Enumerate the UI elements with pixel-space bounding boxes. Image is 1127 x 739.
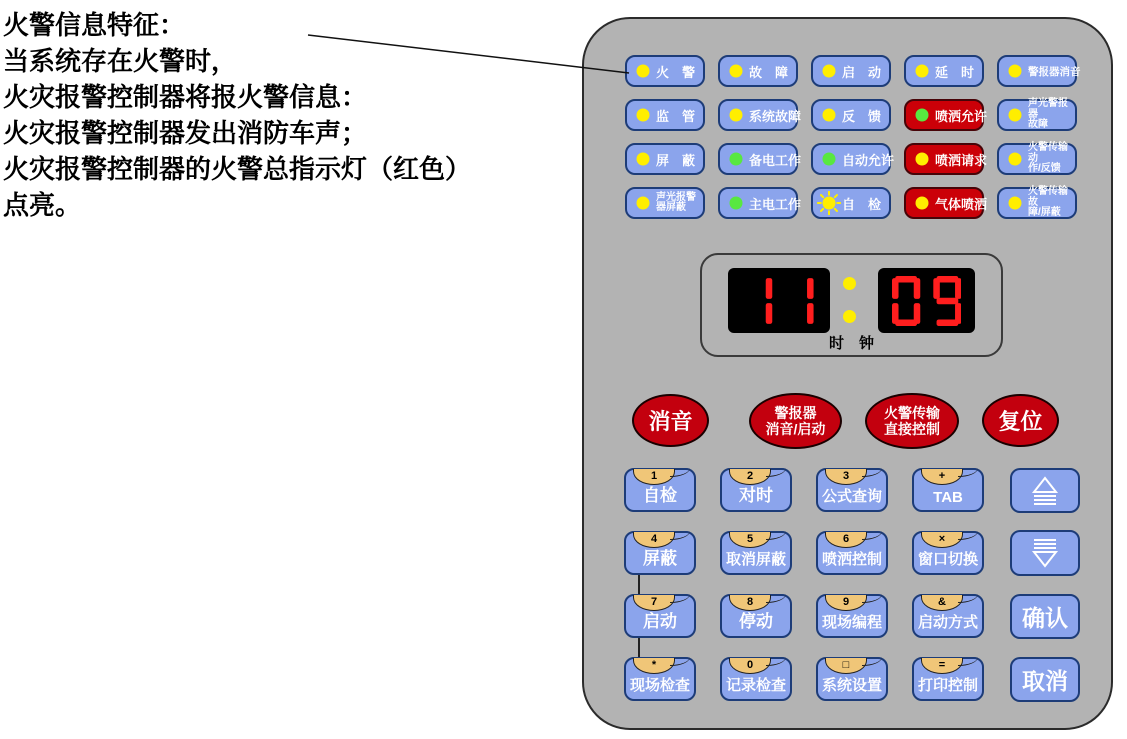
indicator-label: 火警传输动 作/反馈 [1028,142,1068,175]
indicator-label: 自动允许 [842,152,895,168]
cancel-button[interactable]: 取消 [1010,657,1080,702]
page-up-icon [1030,476,1060,506]
keypad-key[interactable] [720,657,792,701]
indicator-lamp [625,55,705,87]
lamp-dot-icon [724,59,748,83]
lamp-dot-icon [910,147,934,171]
indicator-label: 备电工作 [749,152,802,168]
clock-minutes-display [878,268,975,333]
key-number-tab [825,595,867,611]
key-number-tab [825,658,867,674]
lamp-dot-icon [631,147,655,171]
indicator-label: 火 警 [656,64,696,80]
indicator-lamp [904,99,988,131]
indicator-lamp [904,187,988,219]
key-function-label: 记录检查 [725,677,786,694]
key-number-label: 5 [746,533,754,545]
indicator-label: 火警传输故 障/屏蔽 [1028,186,1068,219]
key-function-label: 公式查询 [821,488,882,505]
indicator-lamp [625,143,705,175]
key-number-label: 6 [842,533,850,545]
lamp-dot-icon [631,59,655,83]
indicator-label: 警报器消音 [1028,65,1081,78]
keypad-key[interactable] [816,468,888,512]
lamp-dot-icon [631,191,655,215]
key-function-label: 启动 [643,612,677,631]
keypad-key[interactable] [720,531,792,575]
oval-control-button[interactable]: 火警传输 直接控制 [865,393,959,449]
indicator-label: 气体喷洒 [935,196,988,212]
indicator-grid [625,55,1081,219]
key-number-tab [825,532,867,548]
indicator-label: 主电工作 [749,196,802,212]
key-number-label: 2 [746,470,754,482]
lamp-dot-icon [724,103,748,127]
indicator-label: 自 检 [842,196,882,212]
indicator-label: 故 障 [749,64,789,80]
key-function-label: TAB [933,489,963,506]
key-number-label: + [938,470,946,482]
confirm-button[interactable]: 确认 [1010,594,1080,639]
key-function-label: 取消屏蔽 [725,551,786,568]
key-function-label: 现场编程 [821,614,882,631]
indicator-lamp [997,55,1081,87]
key-number-tab [921,532,963,548]
lamp-dot-icon [817,191,841,215]
keypad-key[interactable] [816,657,888,701]
annotation-line: 火灾报警控制器将报火警信息： [3,83,368,112]
lamp-dot-icon [910,191,934,215]
clock-display [700,253,1003,357]
indicator-lamp [997,187,1077,219]
lamp-dot-icon [1003,191,1027,215]
indicator-label: 声光报警 器屏蔽 [656,191,696,213]
key-function-label: 启动方式 [917,614,978,631]
key-function-label: 现场检查 [629,677,690,694]
key-number-label: 1 [650,470,658,482]
key-number-label: = [938,659,946,671]
clock-label: 时 钟 [828,335,874,352]
key-function-label: 系统设置 [821,677,882,694]
indicator-lamp [811,187,891,219]
scroll-up-button[interactable] [1010,468,1080,513]
key-number-label: & [938,596,946,608]
annotation-line: 当系统存在火警时， [3,47,238,76]
lamp-dot-icon [817,147,841,171]
key-function-label: 屏蔽 [643,549,677,568]
key-number-tab [921,595,963,611]
keypad-key[interactable] [624,468,696,512]
annotation-line: 火灾报警控制器发出消防车声； [3,119,368,148]
lamp-dot-icon [910,103,934,127]
key-number-tab [729,532,771,548]
indicator-lamp [811,55,891,87]
keypad-key[interactable] [624,594,696,638]
indicator-label: 启 动 [842,64,882,80]
keypad-key[interactable] [720,594,792,638]
indicator-label: 喷洒允许 [935,108,988,124]
scroll-down-button[interactable] [1010,530,1080,576]
page-down-icon [1030,538,1060,568]
indicator-lamp [625,187,705,219]
key-number-label: 0 [746,659,754,671]
oval-control-button[interactable]: 消音 [632,394,709,447]
key-function-label: 自检 [643,486,677,505]
lamp-dot-icon [1003,147,1027,171]
key-function-label: 喷洒控制 [821,551,882,568]
indicator-label: 延 时 [935,64,975,80]
indicator-label: 反 馈 [842,108,882,124]
key-number-label: 8 [746,596,754,608]
key-number-label: □ [842,659,850,671]
annotation-line: 点亮。 [3,191,82,220]
key-function-label: 对时 [739,486,773,505]
clock-colon-dot [843,277,856,290]
lamp-dot-icon [1003,59,1027,83]
clock-colon-dot [843,310,856,323]
key-number-label: × [938,533,946,545]
key-function-label: 打印控制 [917,677,978,694]
lamp-dot-icon [631,103,655,127]
keypad-key[interactable] [912,657,984,701]
key-number-tab [825,469,867,485]
key-number-label: 4 [650,533,658,545]
indicator-lamp [718,143,802,175]
clock-hours-display [728,268,830,333]
lamp-dot-icon [724,147,748,171]
key-number-tab [633,658,675,674]
oval-control-button[interactable]: 警报器 消音/启动 [749,393,842,449]
indicator-lamp [718,187,802,219]
indicator-lamp [718,55,798,87]
keypad-key[interactable] [720,468,792,512]
key-number-label: * [651,659,657,671]
key-number-tab [921,658,963,674]
indicator-label: 声光警报器 故障 [1028,98,1068,131]
annotation-line: 火灾报警控制器的火警总指示灯（红色） [3,155,472,184]
keypad-key[interactable] [816,594,888,638]
keypad-key[interactable] [912,468,984,512]
indicator-lamp [997,143,1077,175]
indicator-lamp [997,99,1077,131]
keypad-key[interactable] [912,531,984,575]
indicator-lamp [904,55,984,87]
indicator-label: 屏 蔽 [656,152,696,168]
annotation-text [3,8,563,224]
oval-control-button[interactable]: 复位 [982,394,1059,447]
lamp-dot-icon [724,191,748,215]
key-number-label: 7 [650,596,658,608]
keypad-key[interactable] [624,531,696,575]
keypad-key[interactable] [624,657,696,701]
key-number-tab [921,469,963,485]
indicator-lamp [904,143,988,175]
key-number-label: 9 [842,596,850,608]
lamp-dot-icon [910,59,934,83]
keypad-key[interactable] [816,531,888,575]
indicator-lamp [625,99,705,131]
key-number-label: 3 [842,470,850,482]
key-number-tab [729,658,771,674]
indicator-lamp [811,99,891,131]
keypad [624,468,984,701]
key-function-label: 窗口切换 [917,551,978,568]
fire-alarm-control-panel [582,17,1113,730]
indicator-lamp [811,143,895,175]
annotation-line: 火警信息特征： [3,11,186,40]
indicator-label: 系统故障 [749,108,802,124]
indicator-label: 监 管 [656,108,696,124]
lamp-dot-icon [817,103,841,127]
indicator-lamp [718,99,802,131]
lamp-dot-icon [1003,103,1027,127]
lamp-dot-icon [817,59,841,83]
indicator-label: 喷洒请求 [935,152,988,168]
keypad-key[interactable] [912,594,984,638]
key-function-label: 停动 [739,612,773,631]
